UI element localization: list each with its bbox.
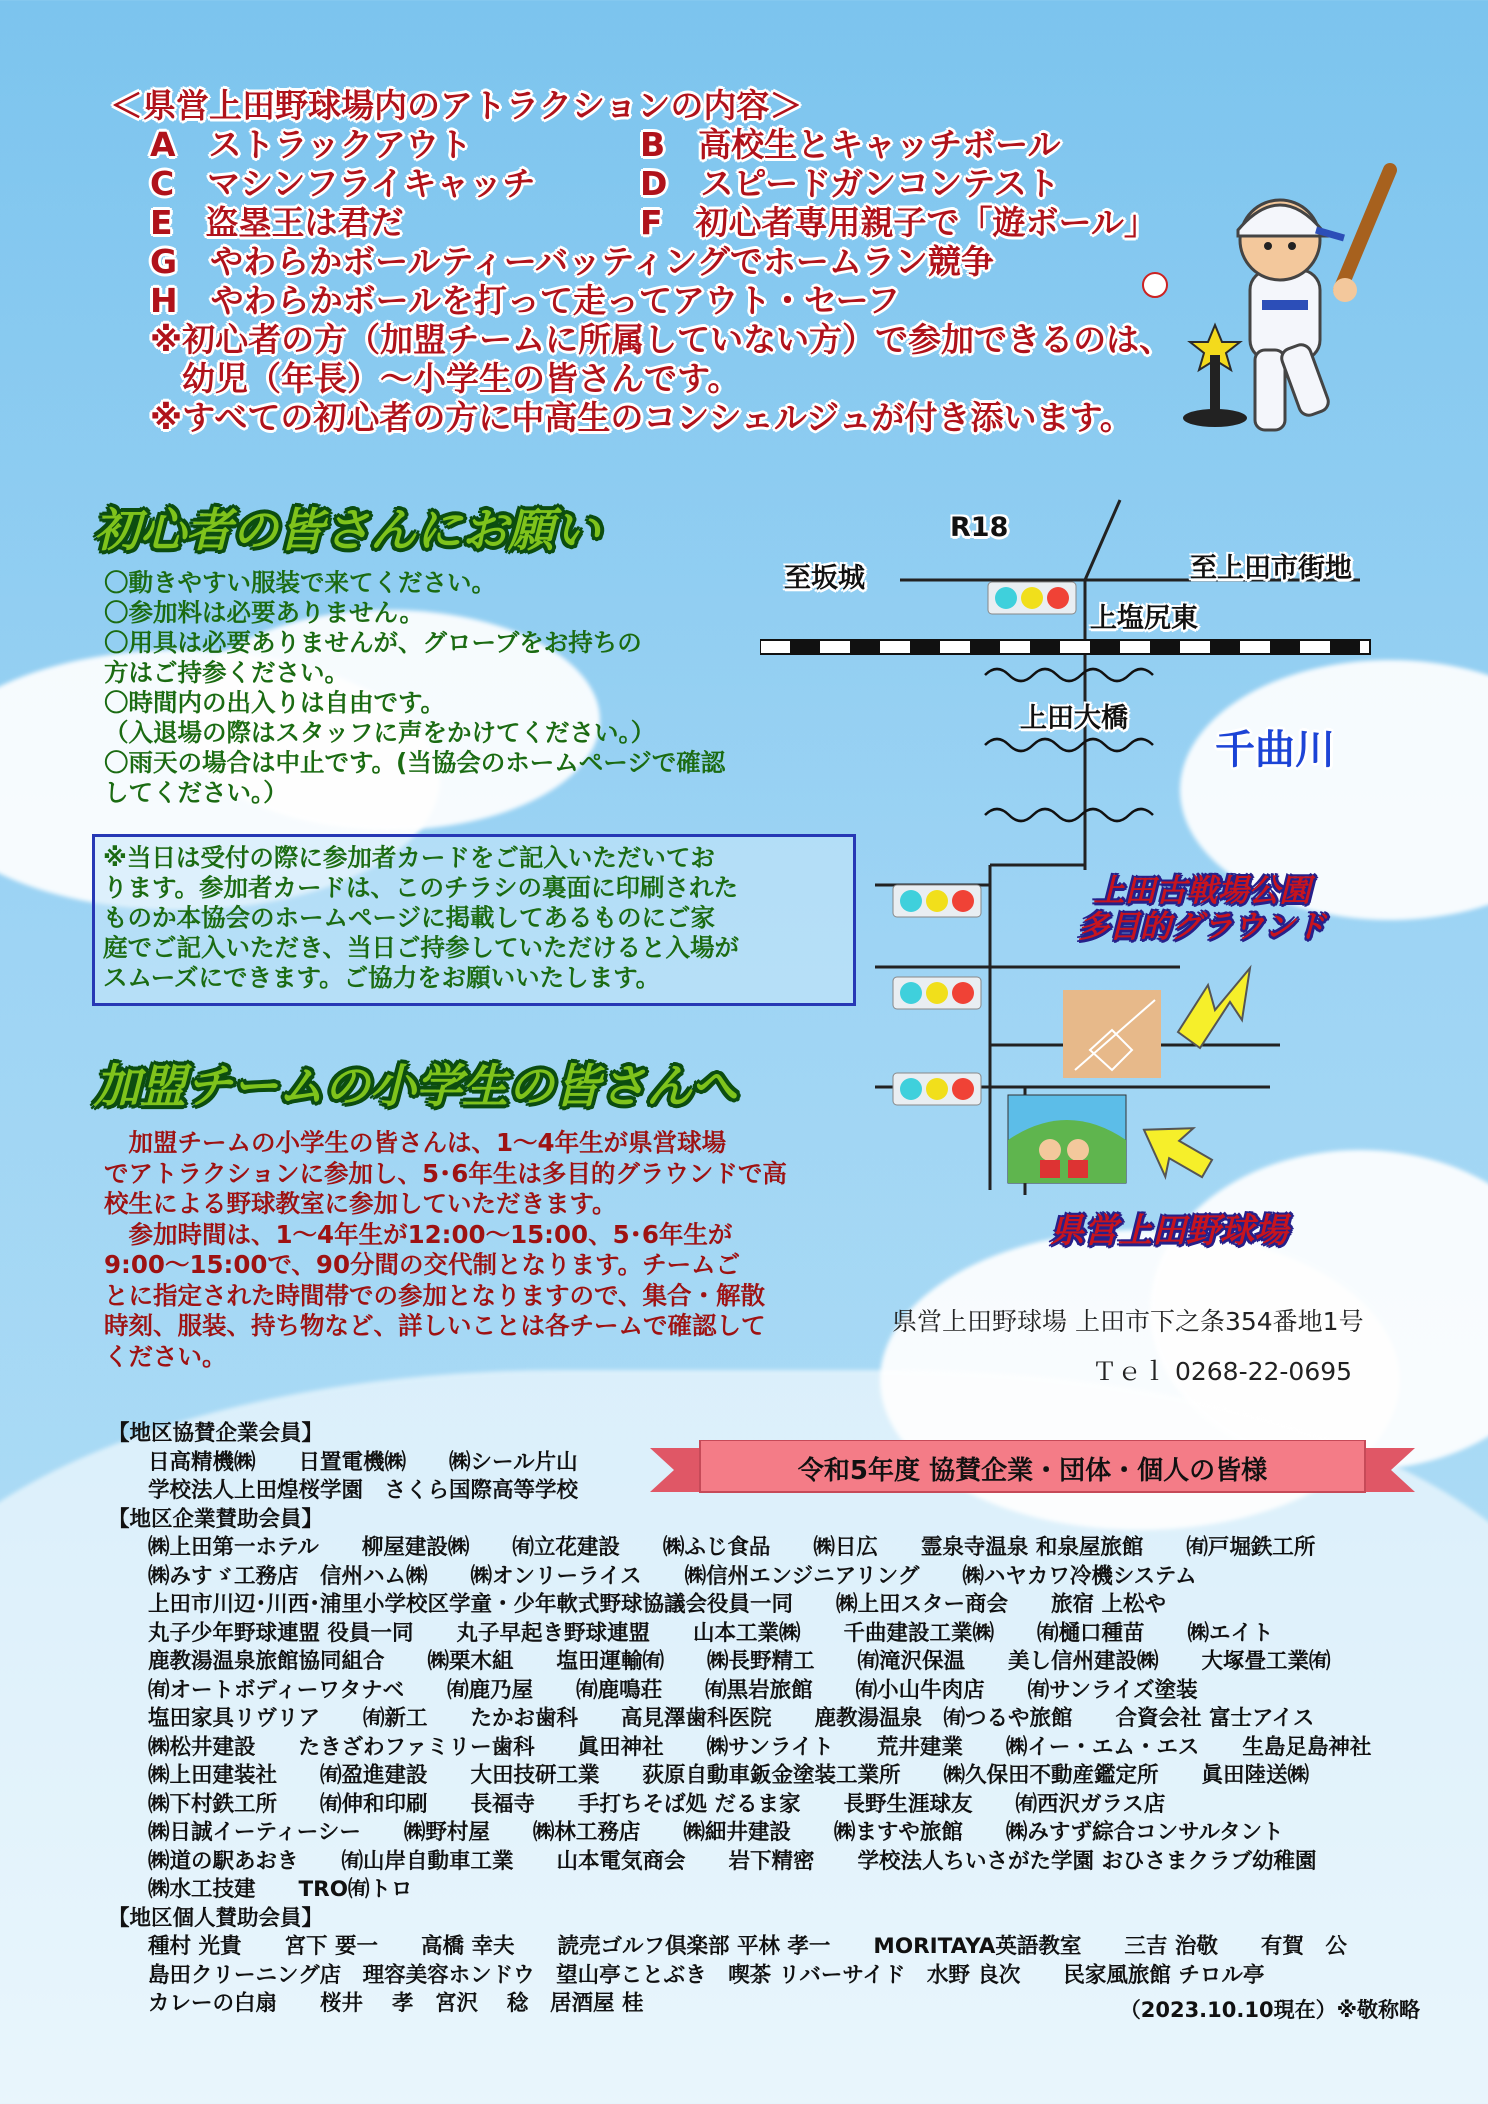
batter-illustration [1130,150,1420,440]
list-item: 〇用具は必要ありませんが、グローブをお持ちの [104,628,642,657]
sponsor-heading: 【地区協賛企業会員】 [108,1421,324,1446]
list-item: 〇参加料は必要ありません。 [104,598,424,627]
sponsor-line: 塩田家具リヴリア ㈲新工 たかお歯科 高見澤歯科医院 鹿教湯温泉 ㈲つるや旅館 合資会社 富士アイス [148,1706,1315,1731]
attractions-section [110,86,1230,437]
traffic-signal-icon [893,977,981,1009]
notice-line: ※当日は受付の際に参加者カードをご記入いただいてお [103,843,715,872]
attraction-row [110,125,1230,164]
map-label-kamishio: 上塩尻東 [1090,603,1198,634]
sponsor-line: ㈱みすゞ工務店 信州ハム㈱ ㈱オンリーライス ㈱信州エンジニアリング ㈱ハヤカワ冷機システム [148,1563,1197,1589]
map-label-stadium: 県営上田野球場 [1050,1211,1288,1251]
map-label-sakaki: 至坂城 [784,563,865,594]
sponsor-heading: 【地区企業賛助会員】 [108,1506,324,1532]
members-heading: 加盟チームの小学生の皆さんへ [94,1059,738,1113]
list-item: 方はご持参ください。 [104,658,349,687]
beginner-note-cont: 幼児（年長）～小学生の皆さんです。 [182,359,741,398]
park-line-1: 上田古戦場公園 [1093,873,1311,909]
list-item: （入退場の際はスタッフに声をかけてください。） [104,718,656,747]
list-item: 〇動きやすい服装で来てください。 [104,568,496,597]
paragraph-line: 参加時間は、1～4年生が12:00～15:00、5･6年生が [104,1219,733,1249]
traffic-signal-icon [988,582,1076,614]
notice-line: スムーズにできます。ご協力をお願いいたします。 [103,963,661,992]
attraction-row [110,164,1230,203]
paragraph-line: でアトラクションに参加し、5･6年生は多目的グラウンドで高 [104,1158,787,1188]
sponsor-line: 日高精機㈱ 日置電機㈱ ㈱シール片山 [148,1449,578,1475]
map-label-river: 千曲川 [1215,727,1335,773]
beginners-heading: 初心者の皆さんにお願い [94,503,600,557]
map-label-park [1078,873,1326,945]
participant-card-notice [92,834,856,1006]
attraction-e: E 盗塁王は君だ [150,203,404,242]
stadium-address: 県営上田野球場 上田市下之条354番地1号 [892,1307,1364,1336]
sponsor-line: 上田市川辺･川西･浦里小学校区学童・少年軟式野球協議会役員一同 ㈱上田スター商会 旅宿 上松や [148,1592,1166,1617]
stadium-icon [1008,1095,1126,1183]
arrow-icon [1178,968,1250,1048]
members-text [104,1128,787,1372]
paragraph-line: 時刻、服装、持ち物など、詳しいことは各チームで確認して [104,1311,766,1340]
sponsor-line: 種村 光貴 宮下 要一 高橋 幸夫 読売ゴルフ倶楽部 平林 孝一 MORITAYA英語教室 三吉 治敬 有賀 公 [148,1934,1347,1959]
notice-line: 庭でご記入いただき、当日ご持参していただけると入場が [103,933,740,962]
attraction-a: A ストラックアウト [150,125,472,164]
list-item: 〇雨天の場合は中止です。(当協会のホームページで確認 [104,748,726,777]
paragraph-line: ください。 [104,1341,227,1371]
sponsor-line: ㈱水工技建 TRO㈲トロ [148,1877,413,1902]
beginners-list [104,568,725,808]
sponsor-heading: 【地区個人賛助会員】 [108,1905,324,1931]
paragraph-line: 校生による野球教室に参加していただきます。 [104,1189,617,1218]
sponsor-line: ㈱上田建装社 ㈲盈進建設 大田技研工業 荻原自動車鈑金塗装工業所 ㈱久保田不動産鑑定所 眞田陸送㈱ [148,1763,1310,1788]
access-map [760,490,1420,1270]
list-item: してください。） [104,778,288,807]
sponsor-line: カレーの白扇 桜井 孝 宮沢 稔 居酒屋 桂 [148,1991,644,2016]
sponsor-line: 鹿教湯温泉旅館協同組合 ㈱栗木組 塩田運輸㈲ ㈱長野精工 ㈲滝沢保温 美し信州建設㈱ 大塚畳工業㈲ [148,1649,1331,1674]
attractions-title: ＜県営上田野球場内のアトラクションの内容＞ [110,86,803,125]
footnote: （2023.10.10現在）※敬称略 [1119,1998,1420,2022]
attraction-b: B 高校生とキャッチボール [640,125,1061,164]
attraction-row [110,203,1230,242]
sponsor-line: ㈱日誠イーティーシー ㈱野村屋 ㈱林工務店 ㈱細井建設 ㈱ますや旅館 ㈱みすず綜合コンサルタント [148,1820,1284,1845]
attraction-d: D スピードガンコンテスト [640,164,1060,203]
attraction-c: C マシンフライキャッチ [150,164,536,203]
sponsor-line: ㈲オートボディーワタナベ ㈲鹿乃屋 ㈲鹿鳴荘 ㈲黒岩旅館 ㈲小山牛肉店 ㈲サンライズ塗装 [148,1677,1198,1703]
notice-line: ります。参加者カードは、このチラシの裏面に印刷された [103,873,739,902]
attraction-h: H やわらかボールを打って走ってアウト・セーフ [150,281,900,320]
sponsor-line: ㈱上田第一ホテル 柳屋建設㈱ ㈲立花建設 ㈱ふじ食品 ㈱日広 霊泉寺温泉 和泉屋旅館 ㈲戸堀鉄工所 [148,1535,1316,1560]
sponsor-line: ㈱下村鉄工所 ㈲伸和印刷 長福寺 手打ちそば処 だるま家 長野生涯球友 ㈲西沢ガラス店 [148,1791,1166,1817]
paragraph-line: 加盟チームの小学生の皆さんは、1～4年生が県営球場 [104,1128,727,1157]
sponsor-ribbon-text: 令和5年度 協賛企業・団体・個人の皆様 [797,1456,1268,1486]
paragraph-line: とに指定された時間帯での参加となりますので、集合・解散 [104,1280,766,1310]
arrow-icon [1129,1107,1221,1192]
sponsor-line: ㈱松井建設 たきざわファミリー歯科 眞田神社 ㈱サンライト 荒井建業 ㈱イー・エム・エス 生島足島神社 [148,1734,1372,1760]
notice-line: ものか本協会のホームページに掲載してあるものにご家 [103,903,716,932]
sponsor-line: 島田クリーニング店 理容美容ホンドウ 望山亭ことぶき 喫茶 リバーサイド 水野 良次 民家風旅館 チロル亭 [148,1962,1265,1988]
paragraph-line: 9:00～15:00で、90分間の交代制となります。チームご [104,1250,741,1279]
beginner-note: ※初心者の方（加盟チームに所属していない方）で参加できるのは、 [150,320,1173,359]
sponsor-line: ㈱道の駅あおき ㈲山岸自動車工業 山本電気商会 岩下精密 学校法人ちいさがた学園 おひさまクラブ幼稚園 [148,1848,1317,1874]
attraction-f: F 初心者専用親子で「遊ボール」 [640,203,1157,242]
ground-icon [1063,990,1161,1078]
traffic-signal-icon [893,885,981,917]
sponsor-line: 学校法人上田煌桜学園 さくら国際高等学校 [148,1478,579,1503]
park-line-2: 多目的グラウンド [1078,909,1326,945]
sponsor-line: 丸子少年野球連盟 役員一同 丸子早起き野球連盟 山本工業㈱ 千曲建設工業㈱ ㈲樋口種苗 ㈱エイト [148,1620,1274,1646]
map-label-ueda: 至上田市街地 [1190,553,1352,584]
list-item: 〇時間内の出入りは自由です。 [104,688,446,717]
map-route-label: R18 [950,512,1009,543]
map-label-bridge: 上田大橋 [1020,703,1128,734]
sponsors-section [108,1420,1438,2019]
traffic-signal-icon [893,1073,981,1105]
stadium-tel: Ｔｅｌ 0268-22-0695 [1092,1357,1353,1386]
attraction-g: G やわらかボールティーバッティングでホームラン競争 [150,242,994,281]
concierge-note: ※すべての初心者の方に中高生のコンシェルジュが付き添います。 [150,398,1133,437]
